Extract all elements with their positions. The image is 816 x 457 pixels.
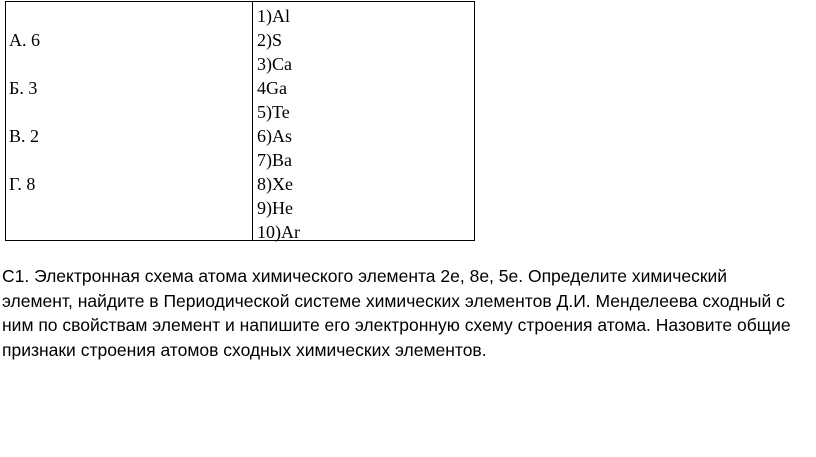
answer-option-b: Б. 3	[9, 78, 38, 98]
element-item: 9)He	[257, 198, 293, 218]
element-item: 10)Ar	[257, 222, 300, 242]
answer-option-a: А. 6	[9, 30, 40, 50]
column-divider	[252, 2, 253, 240]
answer-option-d: Г. 8	[9, 174, 36, 194]
answer-table	[5, 1, 475, 241]
element-item: 8)Xe	[257, 174, 293, 194]
element-item: 6)As	[257, 126, 292, 146]
answer-option-c: В. 2	[9, 126, 40, 146]
element-item: 2)S	[257, 30, 283, 50]
element-item: 4Ga	[257, 78, 287, 98]
element-item: 1)Al	[257, 6, 290, 26]
element-item: 3)Ca	[257, 54, 292, 74]
question-c1: С1. Электронная схема атома химического элемента 2е, 8е, 5е. Определите химический элемент, найдите в Периодической системе химических элементов Д.И. Менделеева сходный с ним по свойствам элемент и напишите его электронную схему строения атома. Назовите общие признаки строения атомов сходных химических элементов.	[2, 266, 791, 360]
element-item: 7)Ba	[257, 150, 292, 170]
element-item: 5)Te	[257, 102, 290, 122]
